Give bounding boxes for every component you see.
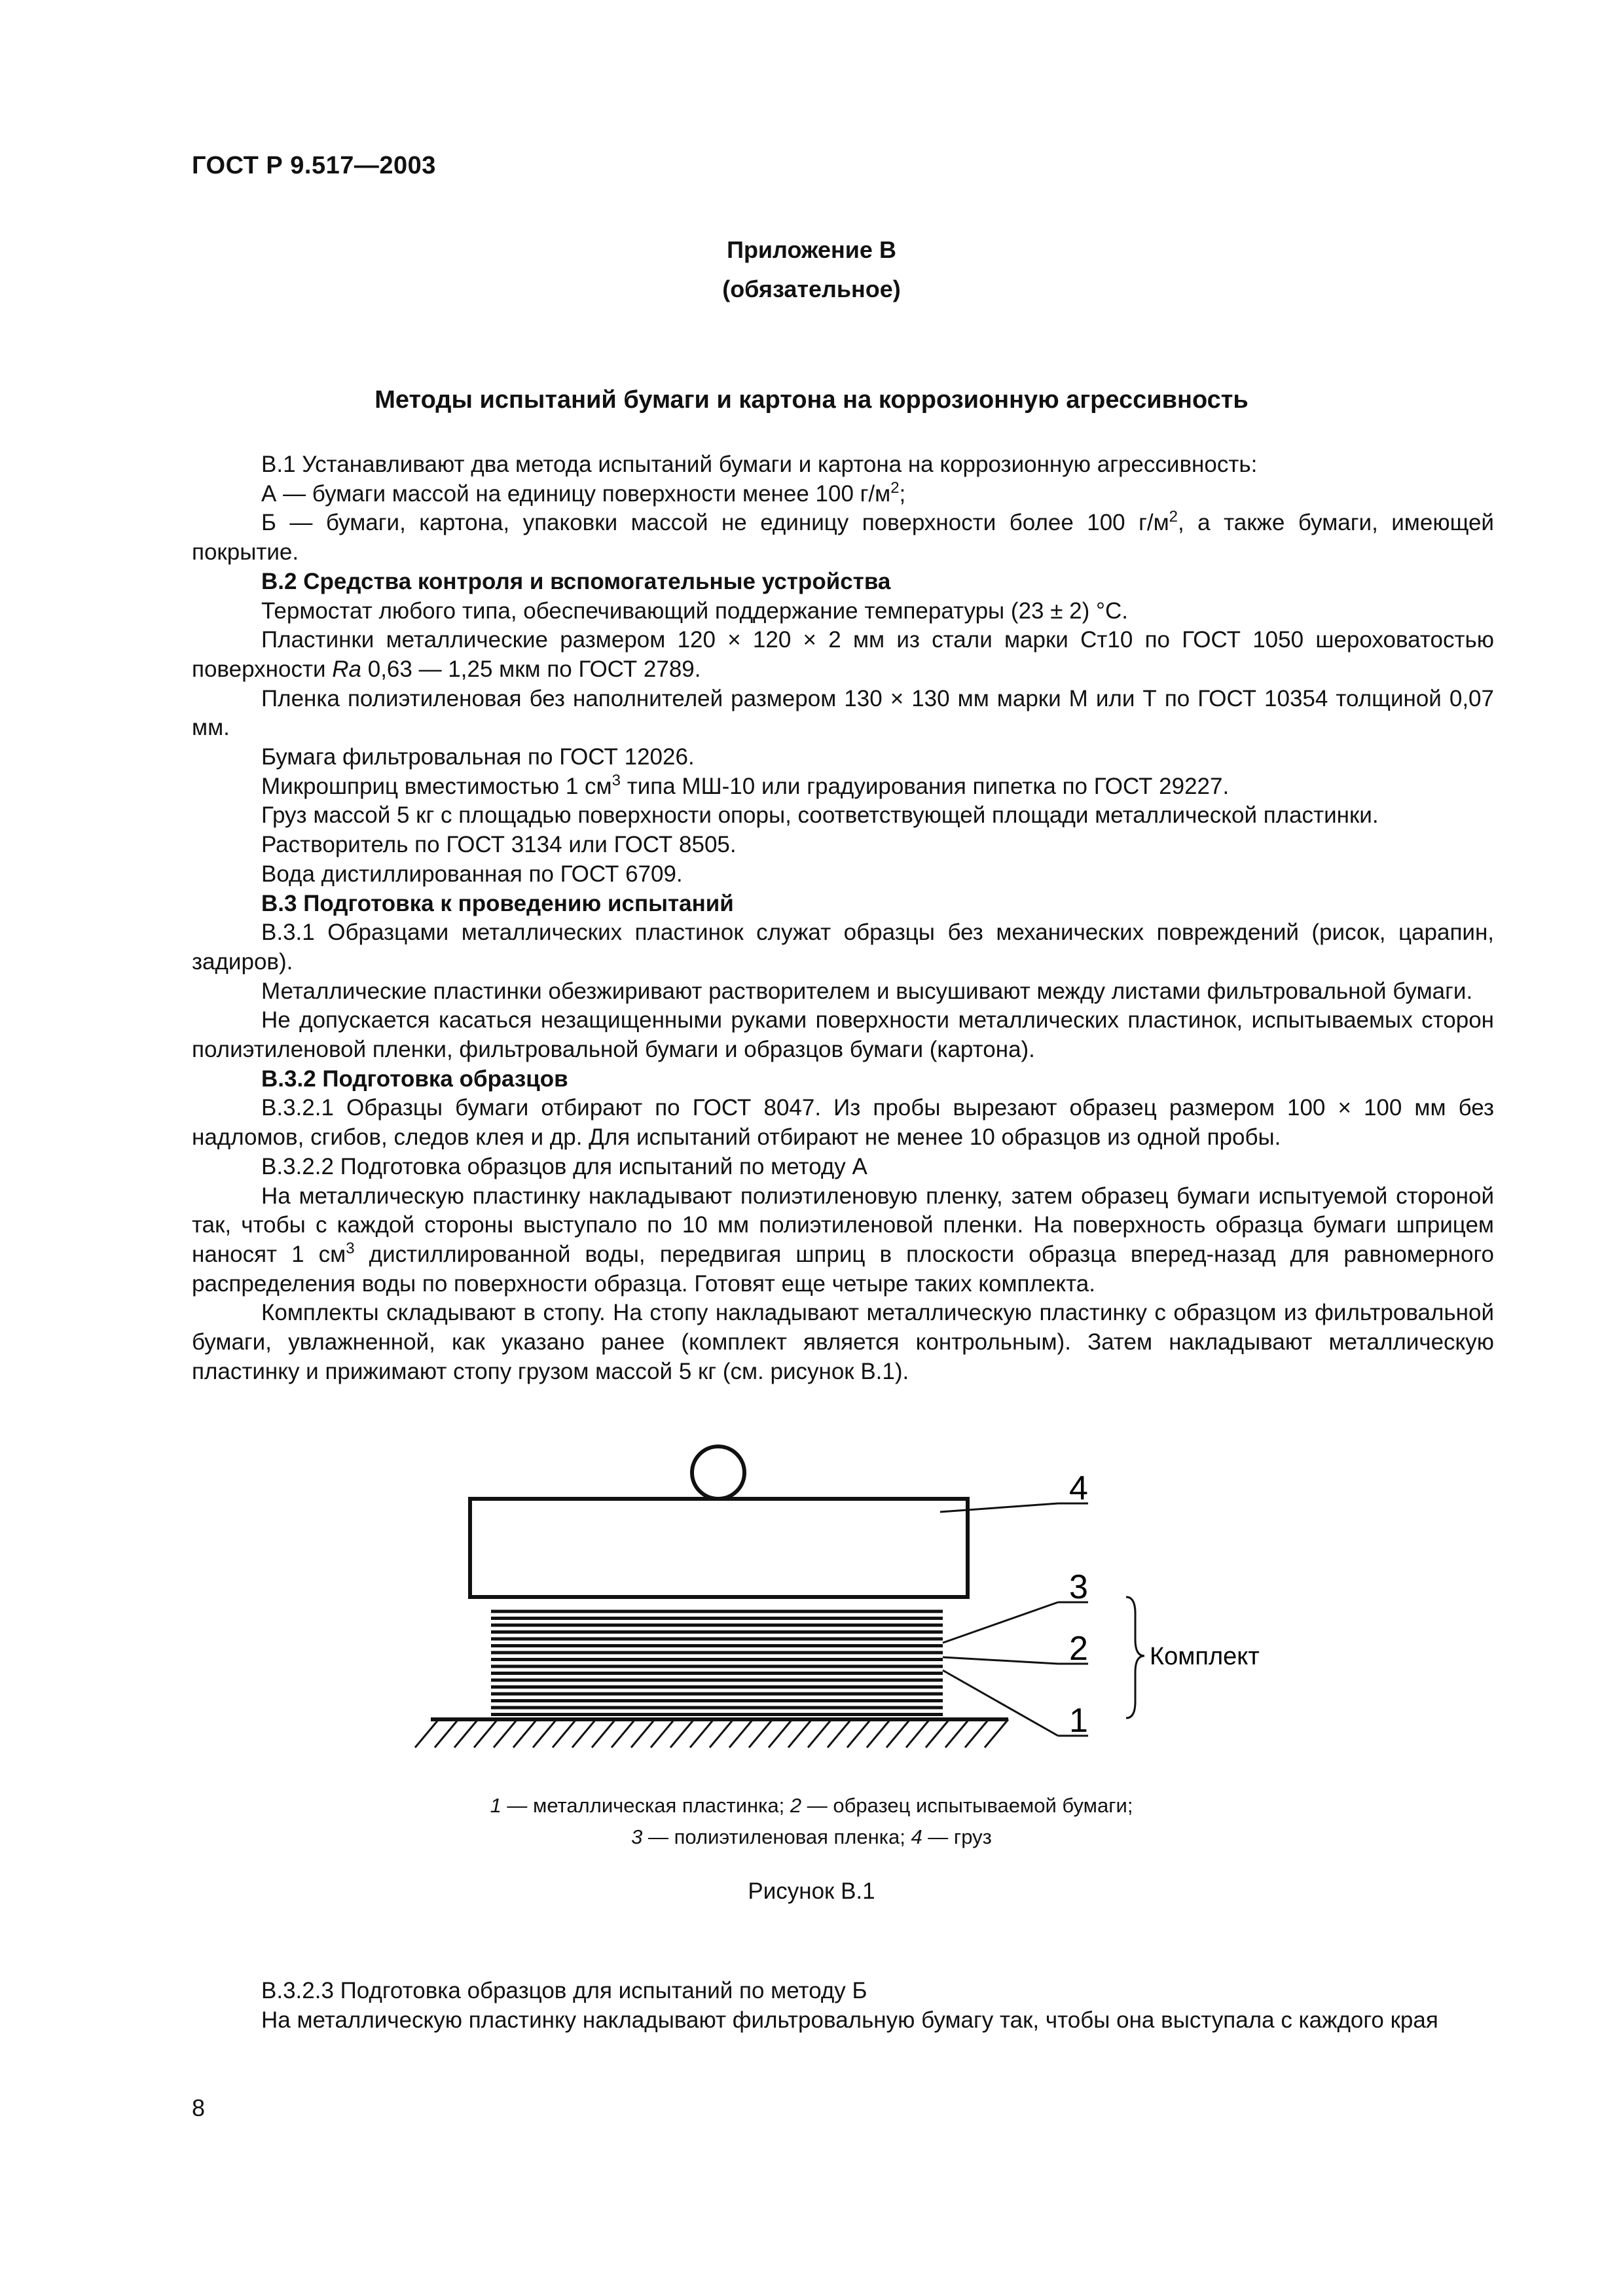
legend-line-1: 1 — металлическая пластинка; 2 — образец испытываемой бумаги; [490,1794,1133,1817]
hatch-line [454,1719,478,1748]
hatch-line [435,1719,458,1748]
hatch-line [474,1719,498,1748]
hatch-line [553,1719,576,1748]
item-filter-paper: Бумага фильтровальная по ГОСТ 12026. [261,744,695,770]
sample-stack [491,1611,943,1715]
section-title: Методы испытаний бумаги и картона на коррозионную агрессивность [374,386,1249,414]
hatch-line [592,1719,615,1748]
item-thermostat: Термостат любого типа, обеспечивающий поддержание температуры (23 ± 2) °С. [261,598,1129,624]
legend-line-2: 3 — полиэтиленовая пленка; 4 — груз [631,1825,992,1848]
hatch-line [847,1719,871,1748]
clause-b3-heading: В.3 Подготовка к проведению испытаний [261,890,734,916]
figure-b1 [419,1433,1260,1806]
hatch-line [985,1719,1008,1748]
label-1: 1 [1069,1702,1088,1740]
hatch-line [572,1719,596,1748]
clause-b2-heading: В.2 Средства контроля и вспомогательные устройства [261,568,891,594]
item-microsyringe: Микрошприц вместимостью 1 $см^3$ типа МШ-10 или градуирования пипетка по ГОСТ 29227. [261,771,1230,799]
tail-text [192,1977,1494,2035]
standard-designation: ГОСТ Р 9.517—2003 [192,152,436,179]
base-hatching [415,1719,1008,1748]
hatch-line [945,1719,969,1748]
hatch-line [906,1719,930,1748]
figure-legend [0,1790,1623,1853]
clause-b323-para: На металлическую пластинку накладывают фильтровальную бумагу так, чтобы она выступала с каждого края [261,2007,1438,2033]
hatch-line [965,1719,989,1748]
item-poly-film: Пленка полиэтиленовая без наполнителей размером 130 × 130 мм марки М или Т по ГОСТ 10354 толщиной 0,07 мм. [192,685,1494,741]
clause-b32-heading: В.3.2 Подготовка образцов [261,1066,568,1092]
annex-status: (обязательное) [722,276,901,302]
clause-b31: В.3.1 Образцами металлических пластинок служат образцы без механических повреждений (рисок, царапин, задиров). [192,920,1494,975]
hatch-line [788,1719,812,1748]
kit-brace [1126,1597,1144,1718]
annex-heading [0,230,1623,309]
hatch-line [670,1719,694,1748]
clause-b31-no-touch: Не допускается касаться незащищенными руками поверхности металлических пластинок, испытываемых сторон полиэтиленовой пленки, фильтровальной бумаги и образцов бумаги (картона). [192,1007,1494,1063]
body-text [192,450,1494,1387]
hatch-line [631,1719,655,1748]
stack-diagram [419,1433,1260,1806]
hatch-line [415,1719,439,1748]
hatch-line [828,1719,851,1748]
label-kit: Комплект [1150,1643,1260,1670]
clause-b1-method-b: Б — бумаги, картона, упаковки массой не единицу поверхности более 100 $г/м^2$, а также бумаги, имеющей покрытие. [192,508,1494,565]
weight-handle [692,1446,744,1499]
hatch-line [494,1719,517,1748]
page-number: 8 [192,2094,206,2121]
clause-b321: В.3.2.1 Образцы бумаги отбирают по ГОСТ 8047. Из пробы вырезают образец размером 100 × 100 мм без надломов, сгибов, следов клея и др. Для испытаний отбирают не менее 10 образцов из одной пробы. [192,1095,1494,1151]
clause-b323: В.3.2.3 Подготовка образцов для испытаний по методу Б [261,1978,867,2003]
item-metal-plates: Пластинки металлические размером 120 × 120 × 2 мм из стали марки Ст10 по ГОСТ 1050 шероховатостью поверхности Ra 0,63 — 1,25 мкм по ГОСТ 2789. [192,627,1494,682]
hatch-line [769,1719,792,1748]
label-4: 4 [1069,1469,1088,1507]
hatch-line [867,1719,890,1748]
item-weight: Груз массой 5 кг с площадью поверхности опоры, соответствующей площади металлической пластинки. [261,802,1379,829]
hatch-line [533,1719,556,1748]
weight-block [470,1499,968,1597]
clause-b322: В.3.2.2 Подготовка образцов для испытаний по методу А [261,1153,867,1179]
label-2: 2 [1069,1630,1088,1668]
label-3: 3 [1069,1568,1088,1606]
item-water: Вода дистиллированная по ГОСТ 6709. [261,861,683,887]
hatch-line [926,1719,949,1748]
hatch-line [729,1719,753,1748]
annex-label: Приложение В [727,236,896,263]
item-solvent: Растворитель по ГОСТ 3134 или ГОСТ 8505. [261,832,737,858]
clause-b1-method-a: А — бумаги массой на единицу поверхности менее 100 $г/м^2$; [261,478,906,507]
hatch-line [749,1719,773,1748]
hatch-line [808,1719,831,1748]
clause-b322-para2: Комплекты складывают в стопу. На стопу накладывают металлическую пластинку с образцом из фильтровальной бумаги, увлажненной, как указано ранее (комплект является контрольным). Затем накладывают металлическую пластинку и прижимают стопу грузом массой 5 кг (см. рисунок В.1). [192,1300,1494,1384]
hatch-line [651,1719,674,1748]
clause-b31-degrease: Металлические пластинки обезжиривают растворителем и высушивают между листами фильтровальной бумаги. [261,978,1473,1004]
hatch-line [611,1719,635,1748]
hatch-line [690,1719,714,1748]
hatch-line [513,1719,537,1748]
clause-b1: В.1 Устанавливают два метода испытаний бумаги и картона на коррозионную агрессивность: [261,452,1258,477]
clause-b322-para1: На металлическую пластинку накладывают полиэтиленовую пленку, затем образец бумаги испытуемой стороной так, чтобы с каждой стороны выступало по 10 мм полиэтиленовой пленки. На поверхность образца бумаги шприцем наносят 1 $см^3$ дистиллированной воды, передвигая шприц в плоскости образца вперед-назад для равномерного распределения воды по поверхности образца. Готовят еще четыре таких комплекта. [192,1183,1494,1297]
figure-caption: Рисунок В.1 [748,1878,875,1904]
hatch-line [886,1719,910,1748]
hatch-line [710,1719,733,1748]
